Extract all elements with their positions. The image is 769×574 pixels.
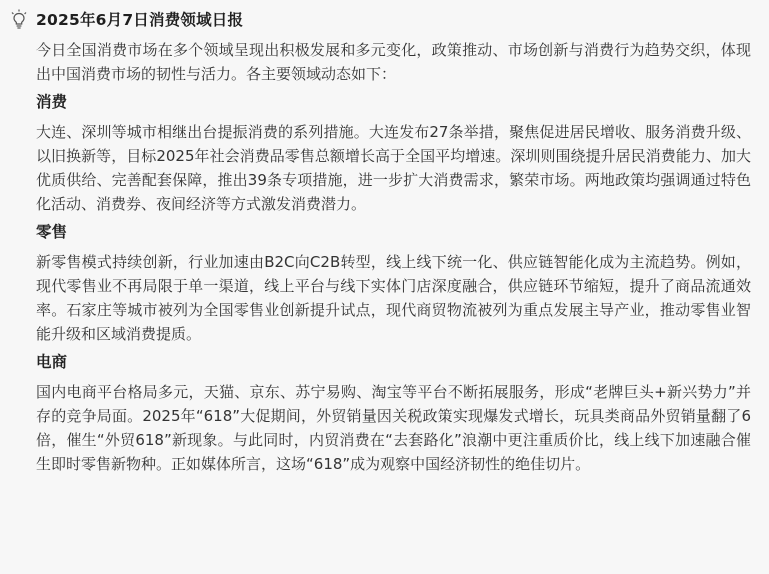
section-paragraph: 国内电商平台格局多元，天猫、京东、苏宁易购、淘宝等平台不断拓展服务，形成“老牌巨头+新兴势力”并存的竞争局面。2025年“618”大促期间，外贸销量因关税政策实现爆发式增长，玩具类商品外贸销量翻了6倍，催生“外贸618”新现象。与此同时，内贸消费在“去套路化”浪潮中更注重质价比，线上线下加速融合催生即时零售新物种。正如媒体所言，这场“618”成为观察中国经济韧性的绝佳切片。 bbox=[36, 383, 751, 473]
report-title: 2025年6月7日消费领域日报 bbox=[36, 11, 244, 29]
section-retail bbox=[36, 220, 751, 346]
lightbulb-icon bbox=[10, 9, 28, 29]
section-heading: 消费 bbox=[36, 93, 68, 111]
report-body bbox=[10, 38, 759, 476]
section-heading: 电商 bbox=[36, 353, 68, 371]
intro-paragraph: 今日全国消费市场在多个领域呈现出积极发展和多元变化，政策推动、市场创新与消费行为趋势交织，体现出中国消费市场的韧性与活力。各主要领域动态如下： bbox=[36, 41, 751, 83]
section-paragraph: 大连、深圳等城市相继出台提振消费的系列措施。大连发布27条举措，聚焦促进居民增收、服务消费升级、以旧换新等，目标2025年社会消费品零售总额增长高于全国平均增速。深圳则围绕提升居民消费能力、加大优质供给、完善配套保障，推出39条专项措施，进一步扩大消费需求，繁荣市场。两地政策均强调通过特色化活动、消费券、夜间经济等方式激发消费潜力。 bbox=[36, 123, 751, 213]
section-heading: 零售 bbox=[36, 223, 68, 241]
section-paragraph: 新零售模式持续创新，行业加速由B2C向C2B转型，线上线下统一化、供应链智能化成为主流趋势。例如，现代零售业不再局限于单一渠道，线上平台与线下实体门店深度融合，供应链环节缩短，提升了商品流通效率。石家庄等城市被列为全国零售业创新提升试点，现代商贸物流被列为重点发展主导产业，推动零售业智能升级和区域消费提质。 bbox=[36, 253, 751, 343]
report-header bbox=[10, 6, 759, 32]
section-ecommerce bbox=[36, 350, 751, 476]
section-consumption bbox=[36, 90, 751, 216]
